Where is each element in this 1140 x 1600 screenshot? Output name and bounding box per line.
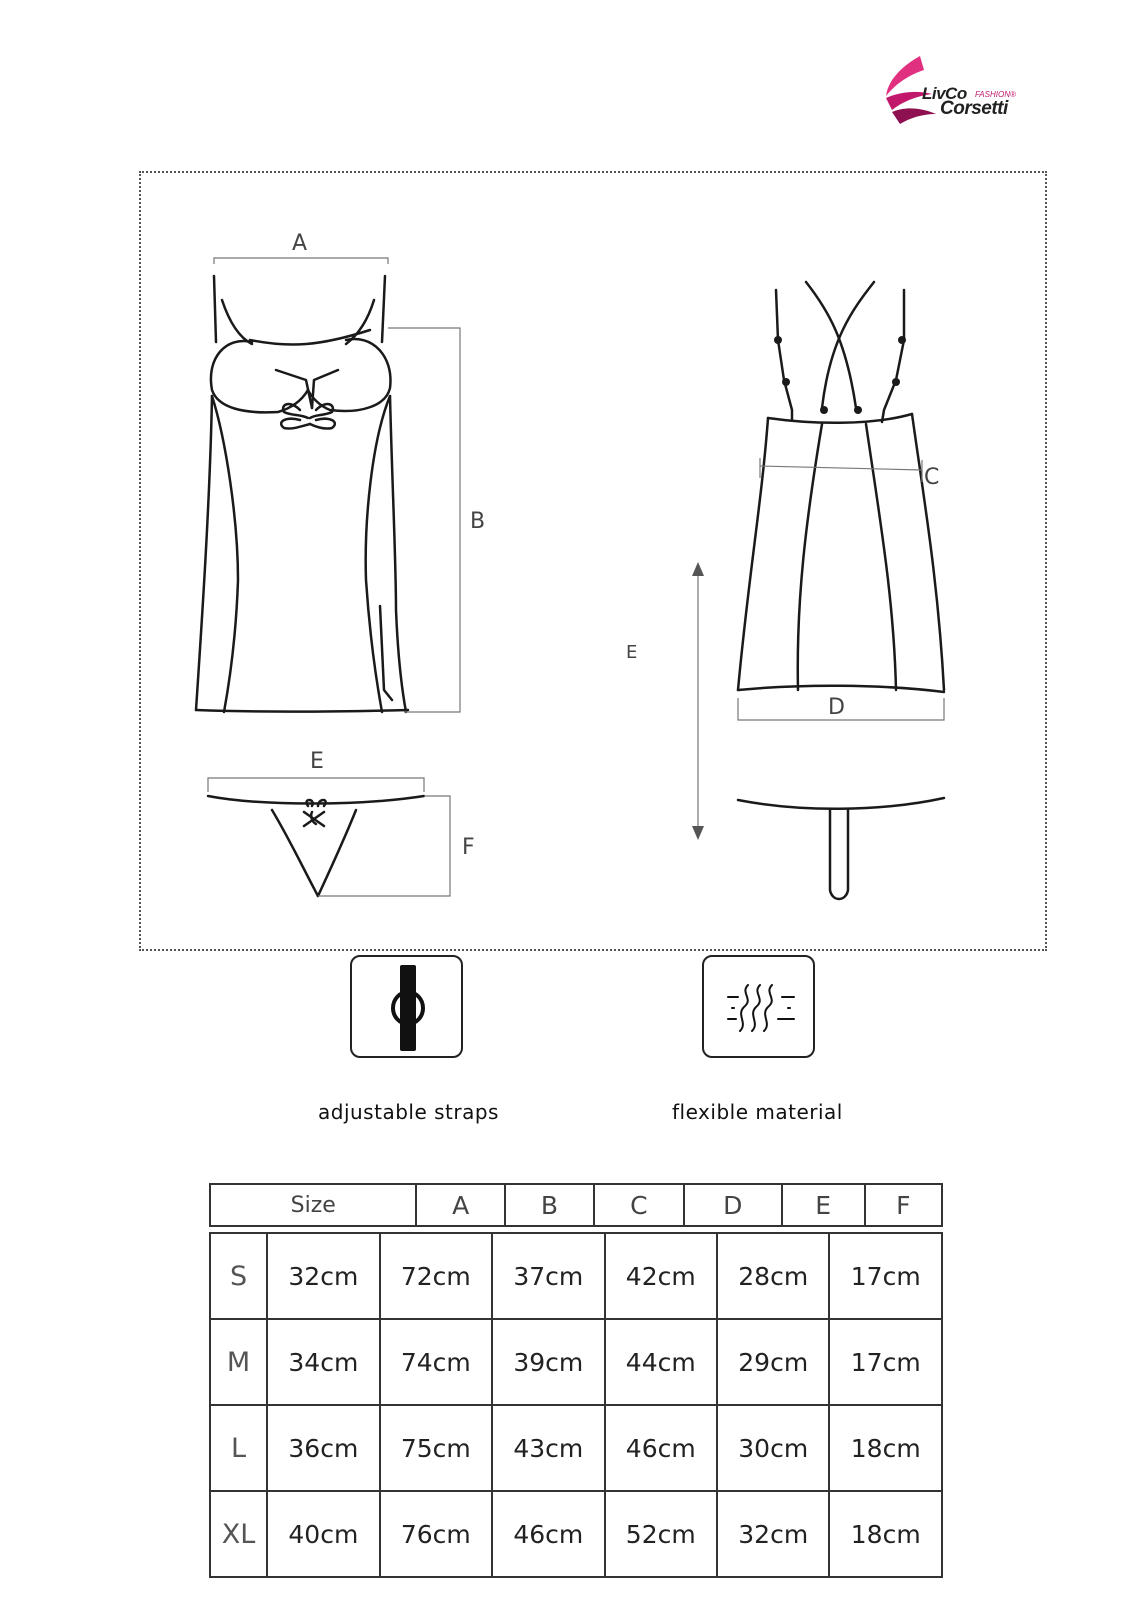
brand-tag: FASHION® <box>975 90 1016 99</box>
label-b: B <box>470 509 486 534</box>
table-cell: 43cm <box>492 1405 604 1491</box>
label-a: A <box>292 231 308 256</box>
label-e-back: E <box>626 642 638 663</box>
table-cell: 39cm <box>492 1319 604 1405</box>
table-cell: 75cm <box>380 1405 492 1491</box>
feature-label-adjustable-straps: adjustable straps <box>318 1100 499 1124</box>
flexible-material-icon <box>704 957 817 1060</box>
brand-name-line1: LivCo <box>922 84 967 103</box>
table-cell: 18cm <box>829 1405 942 1491</box>
header-d: D <box>684 1184 782 1226</box>
table-cell: 17cm <box>829 1319 942 1405</box>
label-e-thong: E <box>310 749 324 774</box>
table-cell: 76cm <box>380 1491 492 1577</box>
chemise-front-drawing <box>196 276 408 712</box>
table-cell: 18cm <box>829 1491 942 1577</box>
table-cell: 28cm <box>717 1233 829 1319</box>
flexible-material-badge <box>702 955 815 1058</box>
size-cell: M <box>210 1319 267 1405</box>
thong-front-drawing <box>208 796 424 896</box>
table-cell: 36cm <box>267 1405 379 1491</box>
adjustable-strap-icon <box>352 957 465 1060</box>
table-cell: 42cm <box>605 1233 717 1319</box>
table-cell: 17cm <box>829 1233 942 1319</box>
header-e: E <box>782 1184 865 1226</box>
table-cell: 29cm <box>717 1319 829 1405</box>
table-row <box>210 1405 942 1491</box>
header-c: C <box>594 1184 684 1226</box>
label-c: C <box>924 465 940 490</box>
table-cell: 40cm <box>267 1491 379 1577</box>
table-header-row <box>210 1184 942 1226</box>
thong-back-drawing <box>738 798 944 899</box>
table-row <box>210 1233 942 1319</box>
size-cell: S <box>210 1233 267 1319</box>
table-cell: 32cm <box>717 1491 829 1577</box>
table-cell: 74cm <box>380 1319 492 1405</box>
adjustable-straps-badge <box>350 955 463 1058</box>
header-f: F <box>865 1184 942 1226</box>
table-cell: 46cm <box>605 1405 717 1491</box>
chemise-back-drawing <box>738 282 944 692</box>
header-a: A <box>416 1184 505 1226</box>
brand-name-line2: Corsetti <box>940 98 1008 119</box>
header-size: Size <box>210 1184 416 1226</box>
label-f: F <box>462 835 475 860</box>
table-row <box>210 1319 942 1405</box>
size-table-header <box>209 1183 943 1227</box>
size-cell: XL <box>210 1491 267 1577</box>
table-cell: 37cm <box>492 1233 604 1319</box>
table-cell: 34cm <box>267 1319 379 1405</box>
table-cell: 30cm <box>717 1405 829 1491</box>
size-table-body <box>209 1232 943 1578</box>
table-cell: 46cm <box>492 1491 604 1577</box>
table-cell: 32cm <box>267 1233 379 1319</box>
size-cell: L <box>210 1405 267 1491</box>
feature-label-flexible-material: flexible material <box>672 1100 843 1124</box>
table-cell: 72cm <box>380 1233 492 1319</box>
header-b: B <box>505 1184 594 1226</box>
table-row <box>210 1491 942 1577</box>
label-d: D <box>828 695 845 720</box>
table-cell: 52cm <box>605 1491 717 1577</box>
table-cell: 44cm <box>605 1319 717 1405</box>
